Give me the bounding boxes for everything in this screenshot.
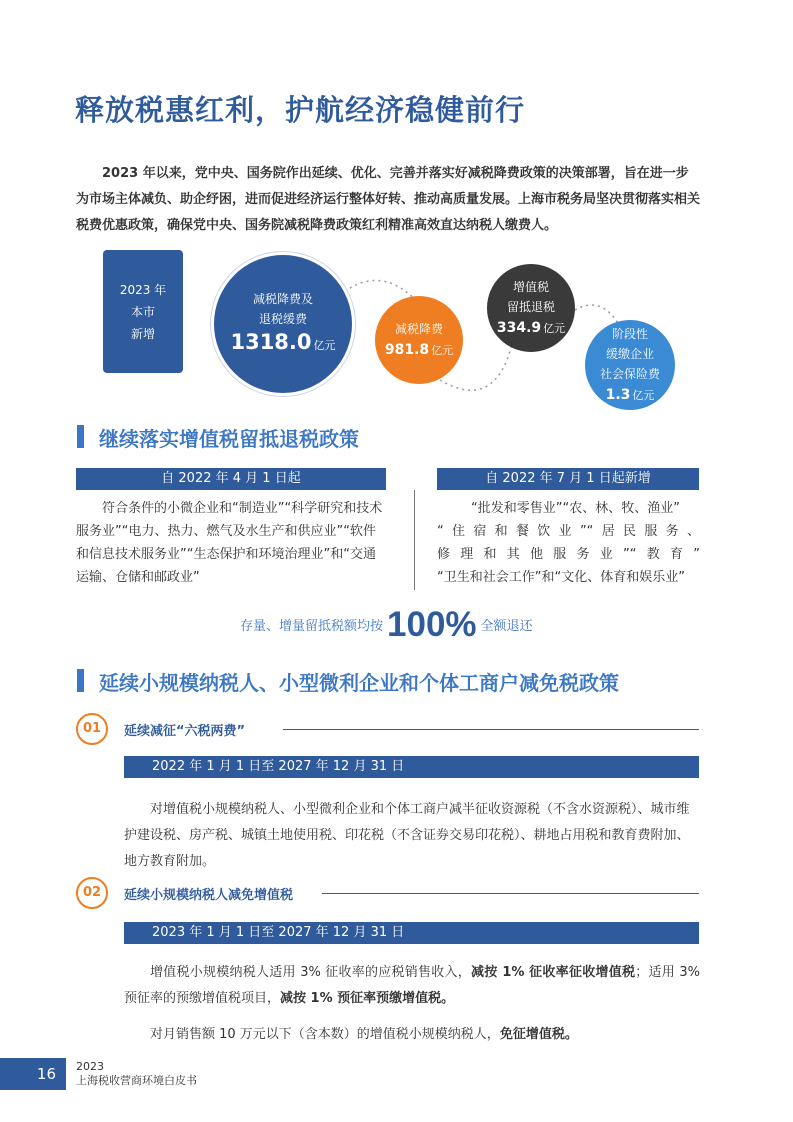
item2-date: 2023 年 1 月 1 日至 2027 年 12 月 31 日 [124, 922, 699, 944]
item2-p1b: 减按 1% 征收率征收增值税 [471, 965, 636, 980]
item2-p1a: 增值税小规模纳税人适用 3% 征收率的应税销售收入， [150, 965, 472, 980]
section1-left-date: 自 2022 年 4 月 1 日起 [76, 468, 386, 490]
right-line-3: 修理和其他服务业”“教育” [437, 547, 700, 562]
stat-vat-unit: 亿元 [543, 321, 566, 335]
footer-year: 2023 [76, 1060, 104, 1073]
footer-book-title: 上海税收营商环境白皮书 [76, 1074, 197, 1087]
stat-reduction-value-line [385, 339, 453, 362]
city-label: 本市 [130, 304, 155, 319]
intro-text: 2023 年以来，党中央、国务院作出延续、优化、完善并落实好减税降费政策的决策部署，旨在进一步为市场主体减负、助企纾困，进而促进经济运行整体好转、推动高质量发展。上海市税务局坚决贯彻落实相关税费优惠政策，确保党中央、国务院减税降费政策红利精准高效直达纳税人缴费人。 [76, 166, 701, 233]
stats-year-box [103, 250, 183, 373]
item2-p2b: 免征增值税。 [499, 1027, 578, 1042]
item1-date: 2022 年 1 月 1 日至 2027 年 12 月 31 日 [124, 756, 699, 778]
section1-marker [77, 425, 84, 448]
page-title: 释放税惠红利，护航经济稳健前行 [75, 93, 526, 127]
section2-marker [77, 669, 84, 692]
item2-rule [322, 893, 699, 894]
stat-vat-label2: 留抵退税 [506, 299, 555, 314]
item2-text-2 [124, 1022, 700, 1048]
refund-percent: 100% [387, 605, 477, 644]
stat-social-insurance-circle [585, 320, 675, 410]
stat-vat-value-line [497, 317, 565, 340]
full-refund-line [240, 605, 533, 645]
item2-text-1 [124, 960, 700, 1012]
stat-si-label2: 缓缴企业 [605, 346, 654, 361]
item1-number-badge: 01 [76, 713, 108, 745]
new-label: 新增 [130, 326, 155, 341]
right-line-1: “批发和零售业”“农、林、牧、渔业” [471, 501, 680, 516]
stat-vat-label1: 增值税 [512, 279, 549, 294]
stat-reduction-unit: 亿元 [431, 343, 454, 357]
stat-total-label2: 退税缓费 [258, 312, 307, 326]
stat-vat-refund-circle [487, 264, 575, 352]
intro-paragraph [76, 161, 700, 239]
item2-title: 延续小规模纳税人减免增值税 [124, 888, 294, 903]
stat-vat-value: 334.9 [496, 319, 542, 336]
stat-total-label1: 减税降费及 [252, 292, 313, 306]
section1-right-date: 自 2022 年 7 月 1 日起新增 [437, 468, 699, 490]
stat-si-label1: 阶段性 [611, 326, 648, 341]
section1-title: 继续落实增值税留抵退税政策 [99, 427, 359, 451]
item1-title: 延续减征“六税两费” [124, 724, 246, 739]
item2-p1d: 减按 1% 预征率预缴增值税。 [280, 991, 455, 1006]
stat-reduction-value: 981.8 [384, 341, 430, 358]
footer-text [76, 1060, 197, 1088]
item2-number-badge: 02 [76, 877, 108, 909]
refund-prefix: 存量、增量留抵税额均按 [240, 619, 384, 634]
item1-text: 对增值税小规模纳税人、小型微利企业和个体工商户减半征收资源税（不含水资源税）、城市维护建设税、房产税、城镇土地使用税、印花税（不含证券交易印花税）、耕地占用税和教育费附加、地方教育附加。 [124, 802, 690, 869]
stat-total-unit: 亿元 [313, 339, 336, 352]
right-line-2: “住宿和餐饮业”“居民服务、 [437, 524, 700, 539]
section1-left-text: 符合条件的小微企业和“制造业”“科学研究和技术服务业”“电力、热力、燃气及水生产和供应业”“软件和信息技术服务业”“生态保护和环境治理业”和“交通运输、仓储和邮政业” [76, 501, 383, 585]
year-label: 2023 年 [119, 282, 167, 297]
refund-suffix: 全额退还 [480, 619, 533, 634]
section2-title: 延续小规模纳税人、小型微利企业和个体工商户减免税政策 [99, 671, 619, 695]
item1-rule [283, 729, 699, 730]
item2-p1c: ；适用 3% 预征率的预缴增值税项目， [124, 965, 701, 1006]
right-line-4: “卫生和社会工作”和“文化、体育和娱乐业” [437, 570, 685, 585]
stat-si-unit: 亿元 [632, 388, 655, 402]
section1-right-text [437, 497, 700, 589]
section1-divider [414, 490, 415, 590]
stat-si-value-line [606, 384, 655, 407]
page-number: 16 [0, 1058, 66, 1090]
stat-total-circle [211, 252, 355, 396]
stat-reduction-label: 减税降费 [394, 321, 443, 336]
stat-total-value: 1318.0 [230, 330, 312, 354]
stat-total-value-line [230, 329, 335, 359]
stat-si-label3: 社会保险费 [599, 366, 660, 381]
stat-si-value: 1.3 [605, 386, 631, 403]
stat-reduction-circle [375, 296, 463, 384]
item2-p2a: 对月销售额 10 万元以下（含本数）的增值税小规模纳税人， [150, 1027, 500, 1042]
